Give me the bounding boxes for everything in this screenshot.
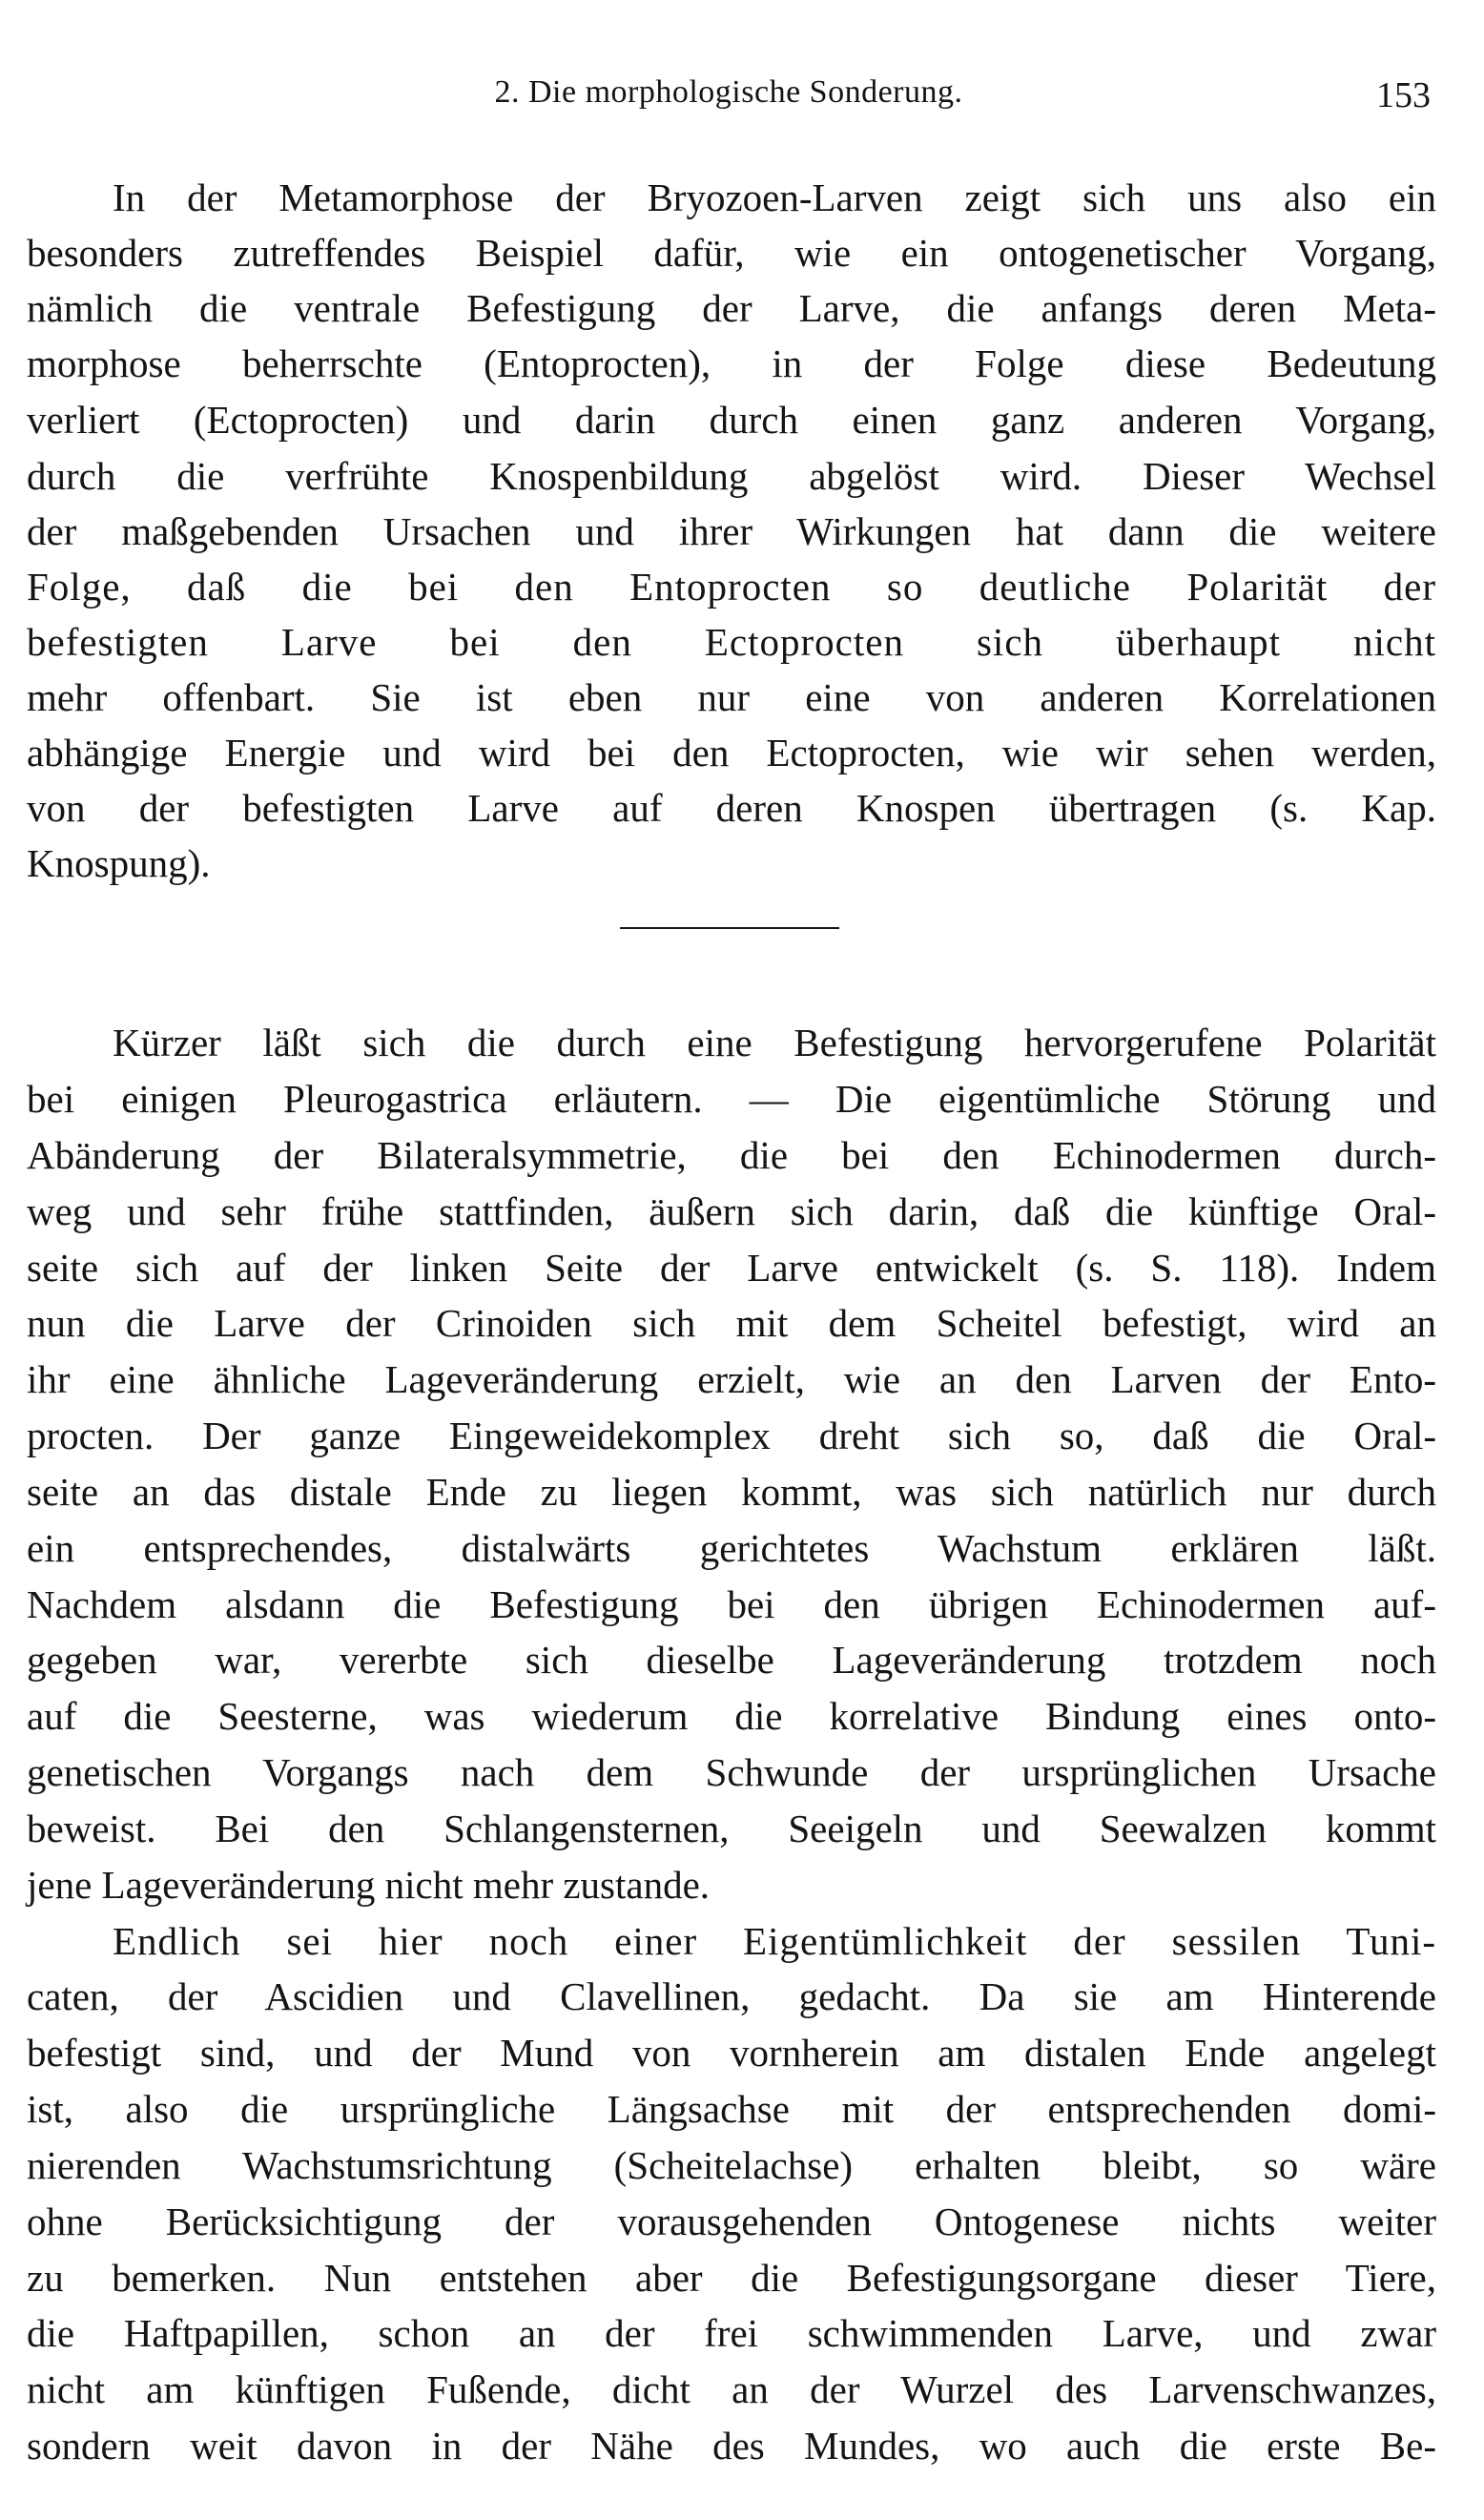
running-header xyxy=(27,74,1431,132)
text-line: ihr eine ähnliche Lageveränderung erzielt, wie an den Larven der Ento- xyxy=(27,1357,1436,1401)
text-line: Abänderung der Bilateralsymmetrie, die bei den Echinodermen durch- xyxy=(27,1133,1436,1177)
text-line: zu bemerken. Nun entstehen aber die Befestigungsorgane dieser Tiere, xyxy=(27,2256,1436,2300)
text-line: gegeben war, vererbte sich dieselbe Lageveränderung trotzdem noch xyxy=(27,1638,1436,1682)
text-line: genetischen Vorgangs nach dem Schwunde der ursprünglichen Ursache xyxy=(27,1750,1436,1794)
text-line: weg und sehr frühe stattfinden, äußern sich darin, daß die künftige Oral- xyxy=(27,1189,1436,1233)
section-divider xyxy=(620,927,839,929)
text-line: jene Lageveränderung nicht mehr zustande. xyxy=(27,1863,711,1907)
text-line: Nachdem alsdann die Befestigung bei den übrigen Echinodermen auf- xyxy=(27,1582,1436,1626)
text-line: mehr offenbart. Sie ist eben nur eine von anderen Korrelationen xyxy=(27,675,1436,719)
text-line: von der befestigten Larve auf deren Knospen übertragen (s. Kap. xyxy=(27,786,1436,830)
text-line: abhängige Energie und wird bei den Ectoprocten, wie wir sehen werden, xyxy=(27,731,1436,775)
text-line: Endlich sei hier noch einer Eigentümlichkeit der sessilen Tuni- xyxy=(113,1919,1436,1963)
text-line: nierenden Wachstumsrichtung (Scheitelachse) erhalten bleibt, so wäre xyxy=(27,2143,1436,2187)
text-line: Kürzer läßt sich die durch eine Befestigung hervorgerufene Polarität xyxy=(113,1021,1436,1064)
text-line: die Haftpapillen, schon an der frei schwimmenden Larve, und zwar xyxy=(27,2311,1436,2355)
text-line: ohne Berücksichtigung der vorausgehenden Ontogenese nichts weiter xyxy=(27,2200,1436,2243)
text-line: besonders zutreffendes Beispiel dafür, wie ein ontogenetischer Vorgang, xyxy=(27,231,1436,275)
text-line: sondern weit davon in der Nähe des Mundes, wo auch die erste Be- xyxy=(27,2424,1436,2468)
text-line: ist, also die ursprüngliche Längsachse mit der entsprechenden domi- xyxy=(27,2087,1436,2131)
text-line: befestigten Larve bei den Ectoprocten sich überhaupt nicht xyxy=(27,620,1436,664)
text-line: Knospung). xyxy=(27,841,211,885)
text-line: durch die verfrühte Knospenbildung abgelöst wird. Dieser Wechsel xyxy=(27,454,1436,498)
text-line: verliert (Ectoprocten) und darin durch einen ganz anderen Vorgang, xyxy=(27,398,1436,442)
text-line: bei einigen Pleurogastrica erläutern. — Die eigentümliche Störung und xyxy=(27,1077,1436,1121)
text-line: befestigt sind, und der Mund von vornherein am distalen Ende angelegt xyxy=(27,2031,1436,2075)
text-line: morphose beherrschte (Entoprocten), in der Folge diese Bedeutung xyxy=(27,341,1436,385)
text-line: nämlich die ventrale Befestigung der Larve, die anfangs deren Meta- xyxy=(27,286,1436,330)
text-line: In der Metamorphose der Bryozoen-Larven zeigt sich uns also ein xyxy=(113,176,1436,219)
text-line: Folge, daß die bei den Entoprocten so deutliche Polarität der xyxy=(27,565,1436,609)
text-line: ein entsprechendes, distalwärts gerichtetes Wachstum erklären läßt. xyxy=(27,1526,1436,1570)
text-line: auf die Seesterne, was wiederum die korrelative Bindung eines onto- xyxy=(27,1694,1436,1738)
text-line: caten, der Ascidien und Clavellinen, gedacht. Da sie am Hinterende xyxy=(27,1974,1436,2018)
text-line: procten. Der ganze Eingeweidekomplex dreht sich so, daß die Oral- xyxy=(27,1414,1436,1457)
text-line: beweist. Bei den Schlangensternen, Seeigeln und Seewalzen kommt xyxy=(27,1807,1436,1850)
running-title: 2. Die morphologische Sonderung. xyxy=(494,74,963,110)
text-line: nun die Larve der Crinoiden sich mit dem Scheitel befestigt, wird an xyxy=(27,1301,1436,1345)
text-line: nicht am künftigen Fußende, dicht an der Wurzel des Larvenschwanzes, xyxy=(27,2367,1436,2411)
page-number: 153 xyxy=(1376,75,1431,115)
text-line: seite sich auf der linken Seite der Larve entwickelt (s. S. 118). Indem xyxy=(27,1246,1436,1290)
text-line: seite an das distale Ende zu liegen kommt, was sich natürlich nur durch xyxy=(27,1470,1436,1514)
text-line: der maßgebenden Ursachen und ihrer Wirkungen hat dann die weitere xyxy=(27,509,1436,553)
